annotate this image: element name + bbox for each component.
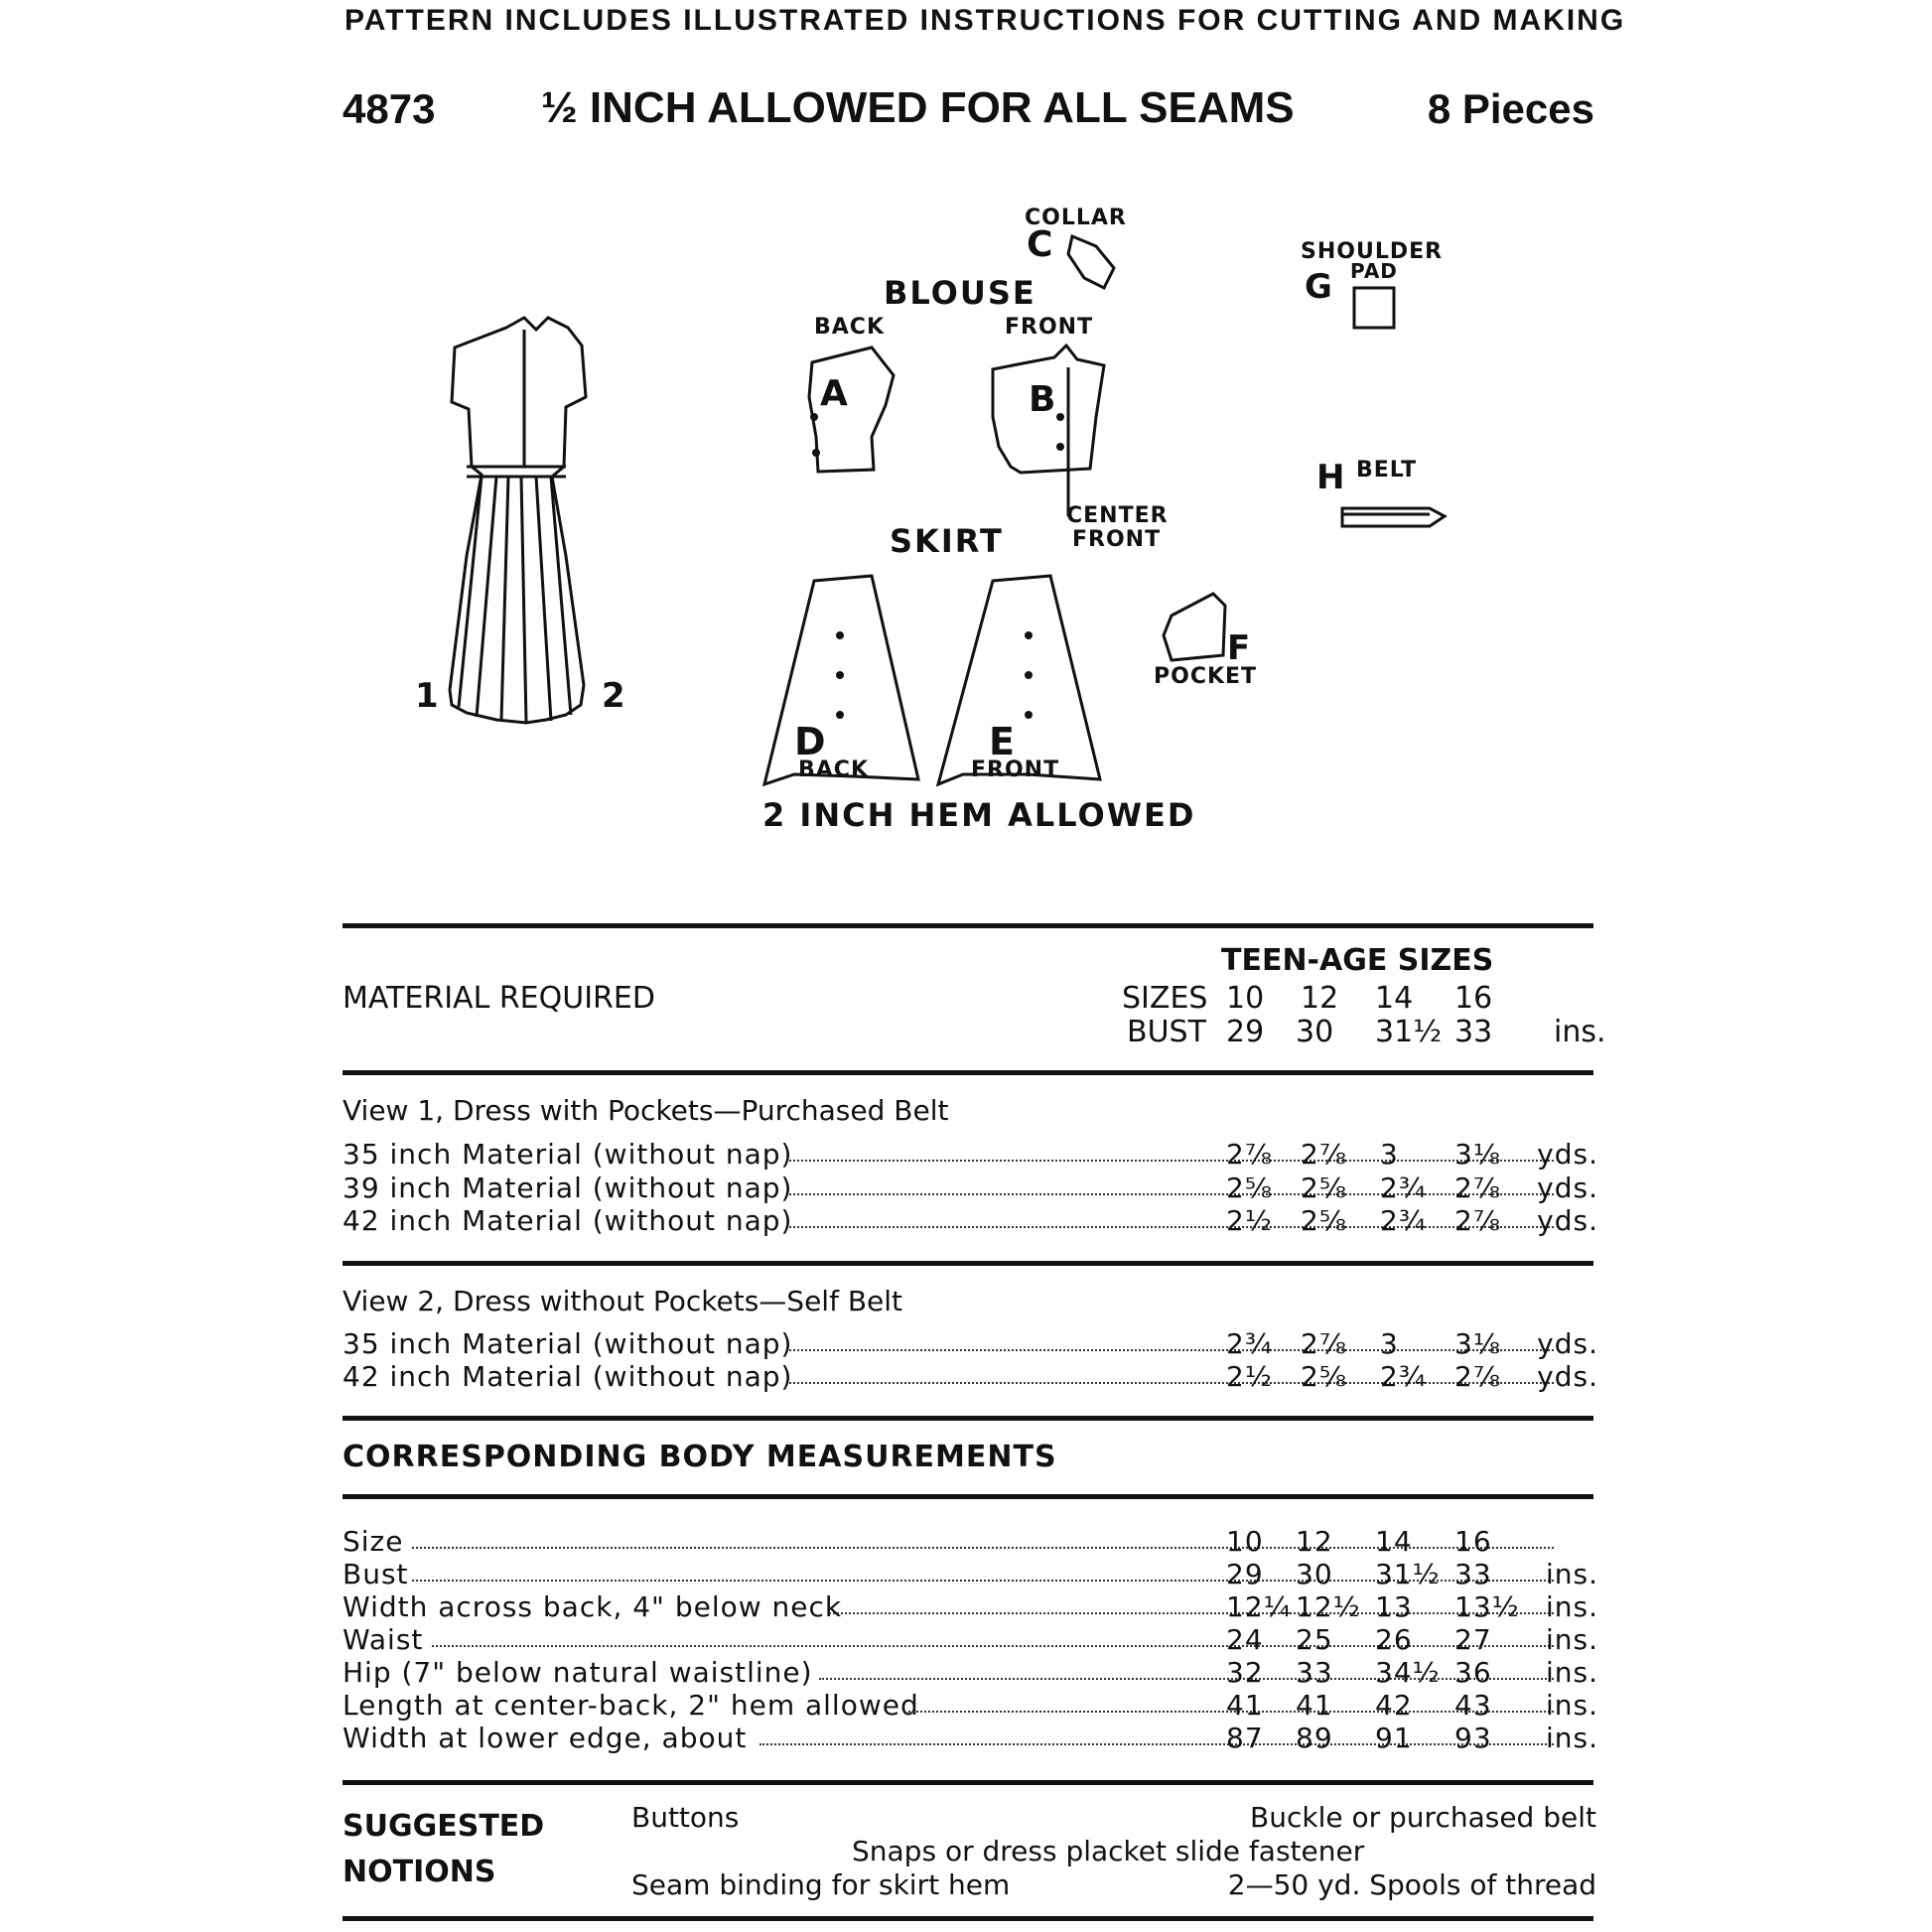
bust-10: 29 — [1226, 1015, 1265, 1049]
notion-snaps: Snaps or dress placket slide fastener — [852, 1835, 1365, 1867]
material-row — [343, 1138, 1598, 1172]
row-unit: yds. — [1537, 1138, 1598, 1171]
row-label: Size — [343, 1525, 404, 1558]
divider — [343, 1916, 1593, 1921]
row-value: 41 — [1226, 1689, 1264, 1722]
row-label: 39 inch Material (without nap) — [343, 1172, 793, 1204]
notion-thread: 2—50 yd. Spools of thread — [1227, 1868, 1596, 1901]
pocket-label: POCKET — [1154, 664, 1258, 689]
row-value: 2⅝ — [1301, 1360, 1347, 1393]
row-value: 12¼ — [1226, 1590, 1292, 1623]
measurement-row — [343, 1623, 1598, 1657]
belt-label: BELT — [1356, 458, 1418, 483]
row-value: 2¾ — [1226, 1327, 1273, 1360]
row-unit: yds. — [1537, 1327, 1598, 1360]
row-unit: ins. — [1545, 1623, 1598, 1656]
shoulder-label: SHOULDER — [1301, 239, 1444, 264]
size-14: 14 — [1375, 981, 1414, 1016]
row-value: 93 — [1454, 1722, 1492, 1754]
row-value: 2¾ — [1380, 1360, 1427, 1393]
row-unit: yds. — [1537, 1204, 1598, 1237]
blouse-back-label: BACK — [814, 315, 885, 340]
divider — [343, 1780, 1593, 1785]
view-2-label: 2 — [602, 676, 625, 716]
dress-illustration — [450, 318, 586, 723]
row-unit: yds. — [1537, 1172, 1598, 1204]
header-top-line: PATTERN INCLUDES ILLUSTRATED INSTRUCTIONS FOR CUTTING AND MAKING — [345, 4, 1626, 37]
row-value: 3 — [1380, 1138, 1399, 1171]
piece-letter-g: G — [1305, 267, 1332, 307]
row-unit: ins. — [1545, 1558, 1598, 1590]
size-16: 16 — [1454, 981, 1493, 1016]
row-value: 42 — [1375, 1689, 1413, 1722]
material-required-title: MATERIAL REQUIRED — [343, 981, 655, 1016]
bust-16: 33 — [1454, 1015, 1493, 1049]
divider — [343, 1494, 1593, 1499]
piece-letter-e: E — [989, 720, 1015, 763]
row-value: 29 — [1226, 1558, 1264, 1590]
row-value: 26 — [1375, 1623, 1413, 1656]
bust-14: 31½ — [1375, 1015, 1443, 1049]
piece-letter-d: D — [794, 720, 826, 763]
row-label: Width across back, 4" below neck — [343, 1590, 843, 1623]
row-value: 13 — [1375, 1590, 1413, 1623]
skirt-label: SKIRT — [890, 522, 1004, 560]
row-value: 2½ — [1226, 1360, 1273, 1393]
bust-unit: ins. — [1554, 1015, 1606, 1049]
row-value: 32 — [1226, 1656, 1264, 1689]
row-value: 3⅛ — [1454, 1327, 1501, 1360]
row-label: Waist — [343, 1623, 424, 1656]
notion-binding: Seam binding for skirt hem — [631, 1868, 1011, 1901]
piece-letter-f: F — [1227, 628, 1251, 668]
hem-label: 2 INCH HEM ALLOWED — [762, 796, 1196, 834]
row-value: 2⅞ — [1301, 1138, 1347, 1171]
row-value: 34½ — [1375, 1656, 1441, 1689]
row-value: 2⅞ — [1301, 1327, 1347, 1360]
row-label: 35 inch Material (without nap) — [343, 1138, 793, 1171]
row-value: 43 — [1454, 1689, 1492, 1722]
row-value: 3⅛ — [1454, 1138, 1501, 1171]
row-value: 2¾ — [1380, 1204, 1427, 1237]
row-value: 3 — [1380, 1327, 1399, 1360]
row-value: 13½ — [1454, 1590, 1520, 1623]
piece-letter-b: B — [1029, 379, 1056, 420]
row-value: 2⅝ — [1301, 1172, 1347, 1204]
center-front-label: FRONT — [1072, 527, 1162, 552]
row-value: 33 — [1296, 1656, 1333, 1689]
row-value: 10 — [1226, 1525, 1264, 1558]
divider — [343, 1261, 1593, 1266]
row-value: 27 — [1454, 1623, 1492, 1656]
row-value: 41 — [1296, 1689, 1333, 1722]
row-label: Hip (7" below natural waistline) — [343, 1656, 813, 1689]
measurement-row — [343, 1558, 1598, 1591]
seam-allowance: ½ INCH ALLOWED FOR ALL SEAMS — [541, 83, 1295, 132]
row-value: 2¾ — [1380, 1172, 1427, 1204]
notions-title-2: NOTIONS — [343, 1855, 496, 1889]
piece-letter-a: A — [820, 373, 848, 414]
view-2-title: View 2, Dress without Pockets—Self Belt — [343, 1285, 903, 1317]
row-value: 2⅞ — [1226, 1138, 1273, 1171]
material-row — [343, 1172, 1598, 1205]
row-value: 36 — [1454, 1656, 1492, 1689]
row-label: Width at lower edge, about — [343, 1722, 748, 1754]
row-value: 12 — [1296, 1525, 1333, 1558]
row-value: 25 — [1296, 1623, 1333, 1656]
size-10: 10 — [1226, 981, 1265, 1016]
skirt-back-label: BACK — [798, 758, 869, 782]
row-label: Bust — [343, 1558, 409, 1590]
blouse-label: BLOUSE — [884, 274, 1036, 312]
pattern-number: 4873 — [343, 85, 436, 132]
material-row — [343, 1204, 1598, 1238]
row-value: 2⅞ — [1454, 1360, 1501, 1393]
bust-12: 30 — [1296, 1015, 1334, 1049]
notions-title-1: SUGGESTED — [343, 1809, 545, 1844]
collar-label: COLLAR — [1025, 206, 1127, 230]
piece-letter-c: C — [1027, 224, 1053, 265]
view-1-title: View 1, Dress with Pockets—Purchased Belt — [343, 1094, 949, 1127]
row-value: 12½ — [1296, 1590, 1361, 1623]
row-value: 89 — [1296, 1722, 1333, 1754]
row-value: 2⅞ — [1454, 1204, 1501, 1237]
row-value: 24 — [1226, 1623, 1264, 1656]
divider — [343, 923, 1593, 928]
bust-label: BUST — [1127, 1015, 1206, 1049]
teen-age-sizes: TEEN-AGE SIZES — [1221, 943, 1494, 978]
row-label: 42 inch Material (without nap) — [343, 1360, 793, 1393]
piece-letter-h: H — [1316, 458, 1345, 497]
row-unit: yds. — [1537, 1360, 1598, 1393]
pieces-count: 8 Pieces — [1427, 85, 1594, 132]
row-label: Length at center-back, 2" hem allowed — [343, 1689, 919, 1722]
row-value: 87 — [1226, 1722, 1264, 1754]
body-measurements-title: CORRESPONDING BODY MEASUREMENTS — [343, 1440, 1057, 1474]
measurement-row — [343, 1722, 1598, 1755]
measurement-row — [343, 1590, 1598, 1624]
row-value: 16 — [1454, 1525, 1492, 1558]
row-unit: ins. — [1545, 1722, 1598, 1754]
size-12: 12 — [1301, 981, 1339, 1016]
notion-buckle: Buckle or purchased belt — [1250, 1801, 1596, 1834]
measurement-row — [343, 1656, 1598, 1690]
row-value: 2⅝ — [1301, 1204, 1347, 1237]
sizes-label: SIZES — [1122, 981, 1208, 1016]
row-value: 33 — [1454, 1558, 1492, 1590]
skirt-front-label: FRONT — [971, 758, 1060, 782]
row-label: 42 inch Material (without nap) — [343, 1204, 793, 1237]
measurement-row — [343, 1525, 1598, 1559]
center-label: CENTER — [1066, 503, 1169, 528]
pad-label: PAD — [1350, 259, 1398, 283]
row-unit: ins. — [1545, 1590, 1598, 1623]
row-value: 31½ — [1375, 1558, 1441, 1590]
notion-buttons: Buttons — [631, 1801, 740, 1834]
blouse-front-label: FRONT — [1005, 315, 1094, 340]
material-row — [343, 1327, 1598, 1361]
divider — [343, 1070, 1593, 1075]
divider — [343, 1416, 1593, 1421]
row-value: 2½ — [1226, 1204, 1273, 1237]
material-row — [343, 1360, 1598, 1394]
row-value: 91 — [1375, 1722, 1413, 1754]
view-1-label: 1 — [415, 676, 439, 716]
row-value: 2⅝ — [1226, 1172, 1273, 1204]
row-unit: ins. — [1545, 1656, 1598, 1689]
row-value: 14 — [1375, 1525, 1413, 1558]
row-value: 30 — [1296, 1558, 1333, 1590]
row-label: 35 inch Material (without nap) — [343, 1327, 793, 1360]
row-value: 2⅞ — [1454, 1172, 1501, 1204]
row-unit: ins. — [1545, 1689, 1598, 1722]
pattern-diagram — [0, 0, 1932, 874]
measurement-row — [343, 1689, 1598, 1723]
